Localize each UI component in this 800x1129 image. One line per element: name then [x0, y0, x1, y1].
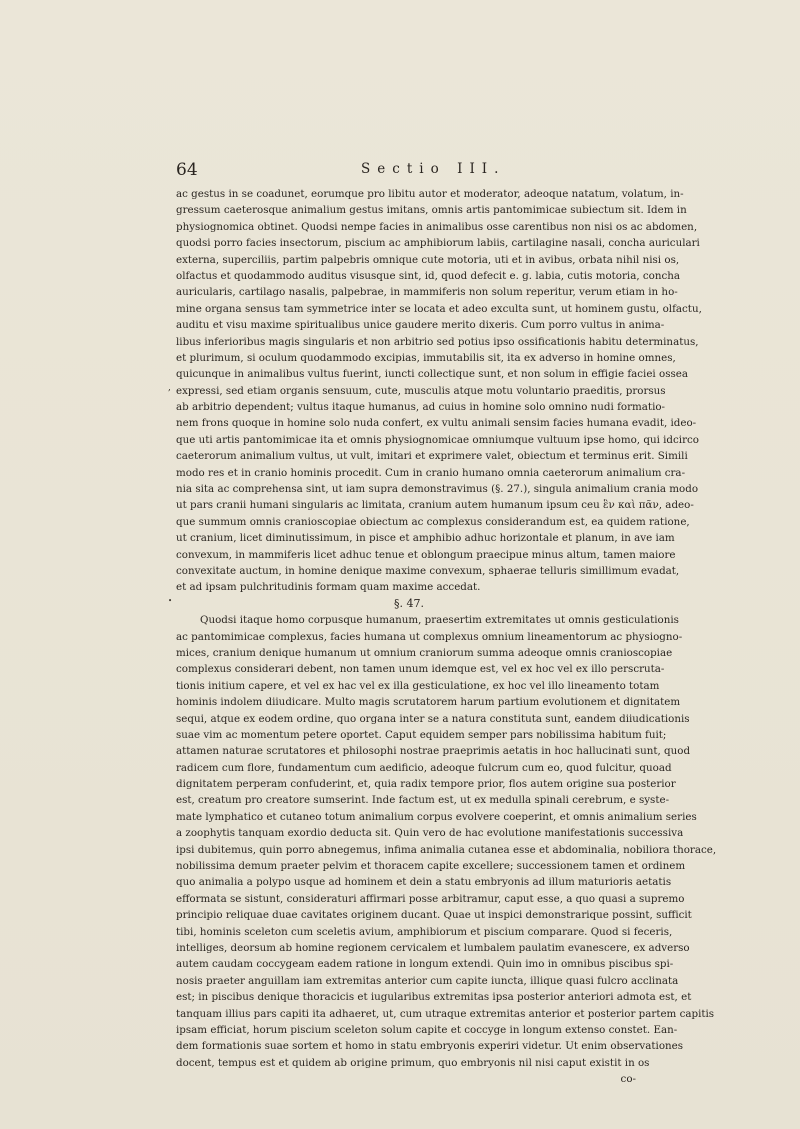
text-line: mices, cranium denique humanum ut omnium craniorum summa adeoque omnis cranioscopiae	[176, 646, 673, 659]
text-line: est; in piscibus denique thoracicis et iugularibus extremitas ipsa posterior anteriori admota est, et	[176, 991, 692, 1004]
text-line: convexum, in mammiferis licet adhuc tenue et oblongum praecipue minus altum, tamen maiore	[176, 548, 676, 561]
text-line: dignitatem perperam confuderint, et, quia radix tempore prior, flos autem origine sua posterior	[176, 778, 676, 791]
text-line: autem caudam coccygeam eadem ratione in longum extendi. Quin imo in omnibus piscibus spi-	[176, 958, 674, 971]
text-line: sequi, atque ex eodem ordine, quo organa inter se a natura constituta sunt, eandem diiudicationis	[176, 712, 690, 725]
text-line: ac gestus in se coadunet, eorumque pro libitu autor et moderator, adeoque natatum, volatum, in-	[176, 188, 684, 200]
text-line: nosis praeter anguillam iam extremitas anterior cum capite iuncta, illique quasi fulcro acclinata	[176, 974, 679, 987]
text-line: ac pantomimicae complexus, facies humana ut complexus omnium lineamentorum ac physiogno-	[176, 630, 683, 643]
body-text	[176, 186, 717, 1087]
text-line: radicem cum flore, fundamentum cum aedificio, adeoque fulcrum cum eo, quod fulcitur, quoad	[176, 761, 672, 774]
text-line: suae vim ac momentum petere oportet. Caput equidem semper pars nobilissima habitum fuit;	[176, 728, 667, 741]
text-line: mine organa sensus tam symmetrice inter se locata et adeo exculta sunt, ut hominem gustu, olfactu,	[176, 302, 702, 315]
text-line: mate lymphatico et cutaneo totum animalium corpus evolvere coeperint, et omnis animalium series	[176, 810, 697, 823]
text-line: est, creatum pro creatore sumserint. Inde factum est, ut ex medulla spinali cerebrum, e syste-	[176, 794, 670, 807]
text-line: modo res et in cranio hominis procedit. Cum in cranio humano omnia caeterorum animalium cra-	[176, 466, 686, 479]
page-number: 64	[176, 160, 198, 180]
text-line: efformata se sistunt, consideraturi affirmari posse arbitramur, caput esse, a quo quasi a supremo	[176, 892, 685, 905]
text-line: ut pars cranii humani singularis ac limitata, cranium autem humanum ipsum ceu ἓν καὶ πᾶν, adeo-	[176, 499, 694, 512]
text-line: attamen naturae scrutatores et philosophi nostrae praeprimis aetatis in hoc hallucinati sunt, quod	[176, 745, 691, 758]
text-line: hominis indolem diiudicare. Multo magis scrutatorem harum partium evolutionem et dignitatem	[176, 696, 681, 709]
text-line: que uti artis pantomimicae ita et omnis physiognomicae omniumque vultuum ipse homo, qui idcirco	[176, 433, 699, 446]
text-line: ut cranium, licet diminutissimum, in pisce et amphibio adhuc horizontale et planum, in ave iam	[176, 532, 675, 545]
text-line: caeterorum animalium vultus, ut vult, imitari et exprimere valet, obiectum et terminus erit. Simili	[176, 450, 688, 463]
text-line: auditu et visu maxime spiritualibus unice gaudere merito dixeris. Cum porro vultus in anima-	[176, 319, 665, 332]
paragraph-1	[176, 186, 702, 596]
margin-comma-mark: ,	[168, 383, 171, 393]
text-line: physiognomica obtinet. Quodsi nempe facies in animalibus osse carentibus non nisi os ac abdomen,	[176, 220, 698, 233]
text-line: olfactus et quodammodo auditus visusque sint, id, quod defecit e. g. labia, cutis motoria, concha	[176, 269, 681, 282]
text-line: quodsi porro facies insectorum, piscium ac amphibiorum labiis, cartilagine nasali, concha auriculari	[176, 237, 700, 250]
text-line: nobilissima demum praeter pelvim et thoracem capite excellere; successionem tamen et ordinem	[176, 860, 686, 873]
text-line: quo animalia a polypo usque ad hominem et dein a statu embryonis ad illum maturioris aetatis	[176, 876, 672, 889]
running-head: Sectio III.	[361, 161, 506, 177]
text-line: Quodsi itaque homo corpusque humanum, praesertim extremitates ut omnis gesticulationis	[200, 614, 679, 627]
text-line: et plurimum, si oculum quodammodo excipias, immutabilis sit, ita ex adverso in homine omnes,	[176, 351, 676, 364]
text-line: nia sita ac comprehensa sint, ut iam supra demonstravimus (§. 27.), singula animalium crania modo	[176, 483, 699, 496]
text-line: principio reliquae duae cavitates originem ducant. Quae ut inspici demonstrarique possint, sufficit	[176, 909, 692, 922]
section-heading: §. 47.	[394, 596, 424, 610]
catchword: co-	[620, 1073, 636, 1086]
text-line: tanquam illius pars capiti ita adhaeret, ut, cum utraque extremitas anterior et posterior partem capitis	[176, 1007, 715, 1020]
paragraph-2	[176, 612, 717, 1071]
text-line: tibi, hominis sceleton cum sceletis avium, amphibiorum et piscium comparare. Quod si feceris,	[176, 925, 673, 938]
text-line: nem frons quoque in homine solo nuda confert, ex vultu animali sensim facies humana evadit, ideo-	[176, 417, 697, 430]
text-line: complexus considerari debent, non tamen unum idemque est, vel ex hoc vel ex illo perscruta-	[176, 663, 665, 676]
text-line: tionis initium capere, et vel ex hac vel ex illa gesticulatione, ex hoc vel illo lineamento totam	[176, 679, 660, 692]
text-line: externa, superciliis, partim palpebris omnique cute motoria, uti et in avibus, orbata nihil nisi os,	[176, 253, 680, 266]
text-line: dem formationis suae sortem et homo in statu embryonis experiri videtur. Ut enim observationes	[176, 1040, 684, 1053]
text-line: docent, tempus est et quidem ab origine primum, quo embryonis nil nisi caput existit in os	[176, 1056, 650, 1069]
text-line: intelliges, deorsum ab homine regionem cervicalem et lumbalem paulatim evanescere, ex adverso	[176, 941, 690, 954]
text-line: expressi, sed etiam organis sensuum, cute, musculis atque motu voluntario praeditis, prorsus	[176, 384, 666, 397]
text-line: ipsi dubitemus, quin porro abnegemus, infima animalia cutanea esse et abdominalia, nobiliora thorace,	[176, 843, 717, 856]
text-line: ab arbitrio dependent; vultus itaque humanus, ad cuius in homine solo omnino nudi formatio-	[176, 401, 666, 414]
text-line: et ad ipsam pulchritudinis formam quam maxime accedat.	[176, 581, 481, 594]
text-line: quicunque in animalibus vultus fuerint, iuncti collectique sunt, et non solum in effigie faciei ossea	[176, 368, 689, 381]
text-line: a zoophytis tanquam exordio deducta sit. Quin vero de hac evolutione manifestationis successiva	[176, 827, 684, 840]
page-header	[176, 160, 632, 182]
text-line: ipsam efficiat, horum piscium sceleton solum capite et coccyge in longum extenso constet. Ean-	[176, 1023, 678, 1036]
text-line: convexitate auctum, in homine denique maxime convexum, sphaerae telluris simillimum evadat,	[176, 564, 680, 577]
text-line: que summum omnis cranioscopiae obiectum ac complexus considerandum est, ea quidem ratione,	[176, 515, 690, 528]
text-line: libus inferioribus magis singularis et non arbitrio sed potius ipso ossificationis habitu determinatus,	[176, 335, 699, 348]
text-line: gressum caeterosque animalium gestus imitans, omnis artis pantomimicae subiectum sit. Idem in	[176, 204, 687, 217]
margin-dot-mark: •	[168, 597, 173, 605]
text-line: auricularis, cartilago nasalis, palpebrae, in mammiferis non solum reperitur, verum etiam in ho-	[176, 286, 678, 299]
